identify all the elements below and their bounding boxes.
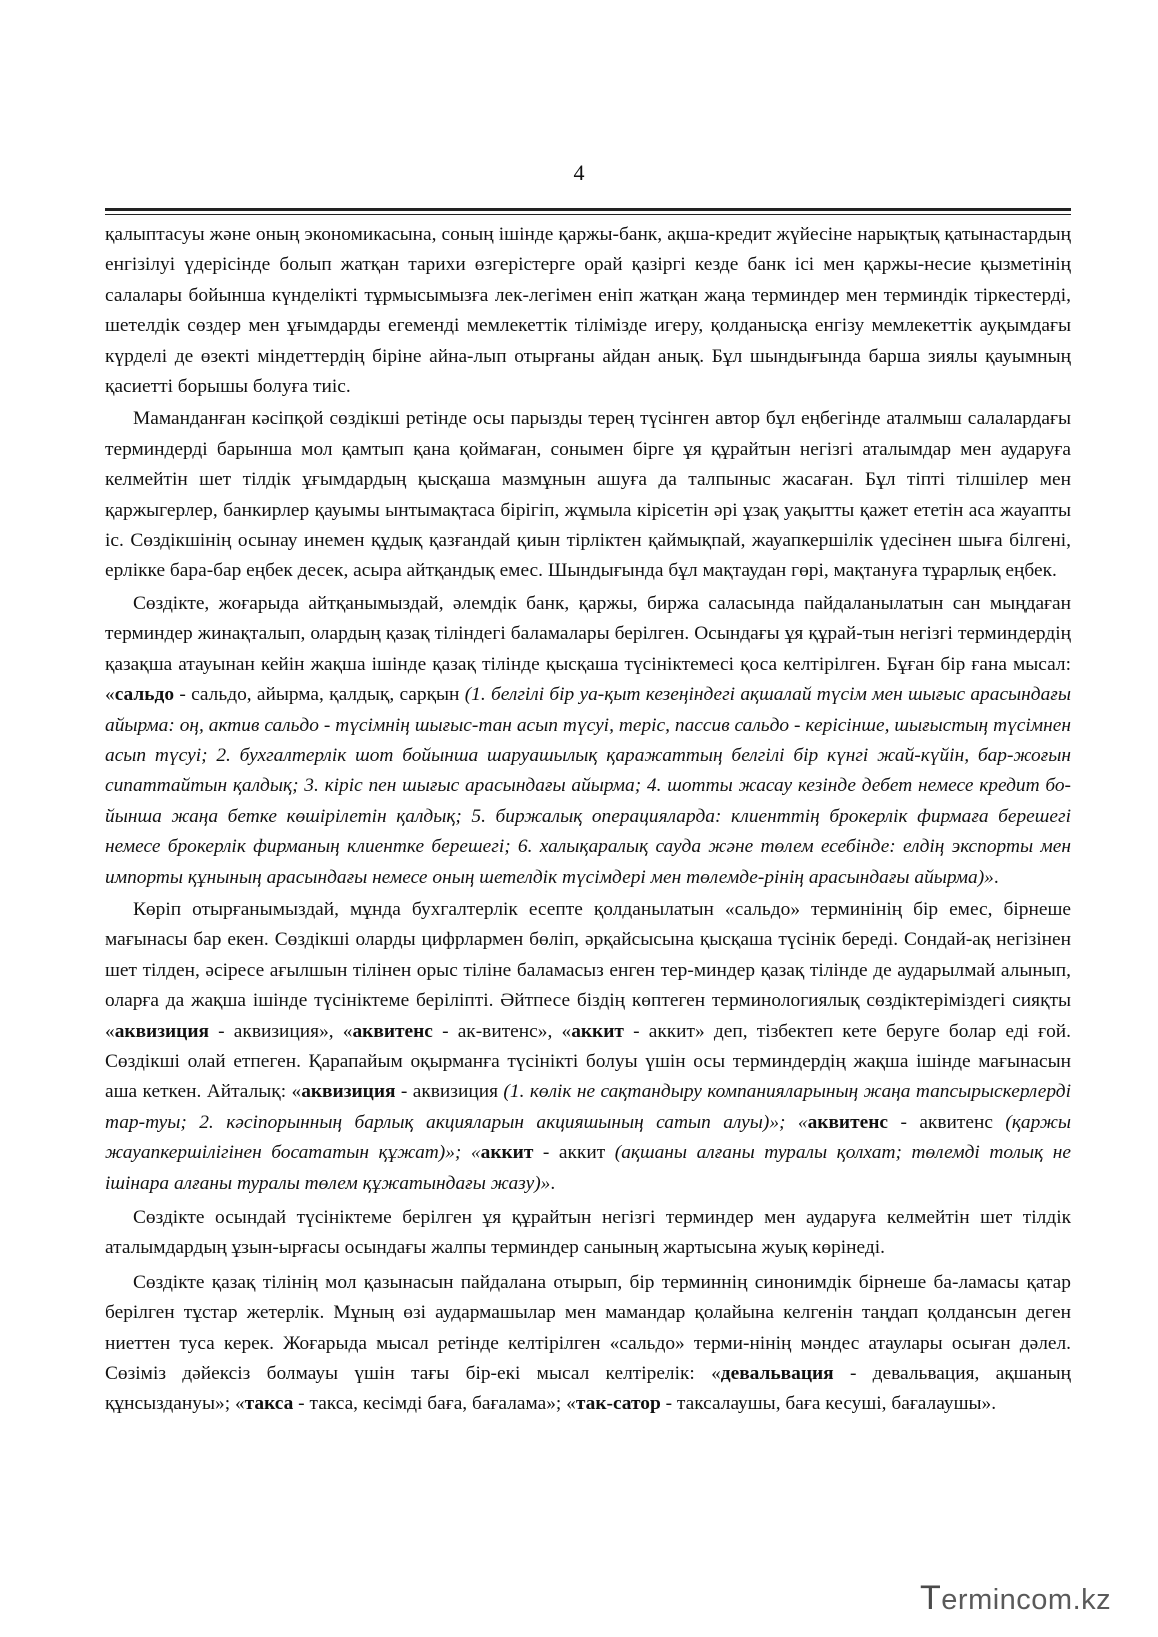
text-run: - аккит [533,1142,615,1164]
paragraph [105,220,1071,402]
text-run: - девальвация, ақшаның құнсыздануы»; « [105,1363,1072,1415]
text-run: - таксалаушы, баға кесуші, бағалаушы». [660,1393,997,1415]
text-run: - сальдо, айырма, қалдық, сарқын [174,684,465,706]
text-run: Сөздікте осындай түсініктеме берілген ұя құрайтын негізгі терминдер мен аударуға келмейтін шет тілдік аталымдардың ұзын-ырғасы осындағы жалпы терминдер санының жартысына жуық көрінеді. [105,1207,1071,1259]
paragraph [105,895,1071,1199]
header-rule-thin [105,214,1071,215]
text-run: - ак-витенс», « [432,1020,572,1042]
bold-term: такса [244,1393,294,1415]
text-run: - аквизиция», « [209,1020,353,1042]
page-number: 4 [573,160,585,185]
site-watermark [920,1573,1130,1625]
paragraph [105,1268,1071,1420]
bold-term: аквизиция [301,1081,396,1103]
bold-term: аквизиция [114,1020,210,1042]
text-run: . [993,866,999,888]
body-text [105,220,1071,1420]
watermark-logo: Termincom.kz [920,1579,1112,1617]
text-run: қалыптасуы және оның экономикасына, соның ішінде қаржы-банк, ақша-кредит жүйесіне нарықтық қатынастардың енгізілуі үдерісінде болып жатқан тарихи өзгерістерге орай қазіргі кезде банк ісі мен қаржы-несие қызметінің салалары бойынша күнделікті тұрмысымызға лек-легімен еніп жатқан жаңа терминдер мен терминдік тіркестерді, шетелдік сөздер мен ұғымдарды егеменді мемлекеттік тілімізде игеру, қолданысқа енгізу мемлекеттік ауқымдағы күрделі де өзекті міндеттердің біріне айна-лып отырғаны айдан анық. Бұл шындығында барша зиялы қауымның қасиетті борышы болуға тиіс. [105,224,1071,398]
text-run: Көріп отырғанымыздай, мұнда бухгалтерлік есепте қолданылатын «сальдо» терминінің бір емес, бірнеше мағынасы бар екен. Сөздікші оларды цифрлармен бөліп, әрқайсысына қысқаша түсінік береді. Сондай-ақ негізінен шет тілден, әсіресе ағылшын тілінен орыс тіліне баламасыз енген тер-миндер қазақ тілінде де аударылмай алынып, оларға да жақша ішінде түсініктеме беріліпті. Әйтпесе біздің көптеген терминологиялық сөздіктеріміздегі сияқты « [105,898,1071,1042]
header-rule-thick [105,208,1071,211]
italic-definition: (ақшаны алғаны туралы қолхат; төлемді толық не ішінара алғаны туралы төлем құжатындағы жазу)» [105,1142,1071,1194]
text-run: - аккит» деп, тізбектеп кете беруге болар еді ғой. Сөздікші олай етпеген. Қарапайым оқырманға түсінікті болуы үшін осы терминдердің жақша ішінде мағынасын аша кеткен. Айталық: « [105,1020,1071,1103]
bold-term: так-сатор [575,1393,661,1415]
text-run: Маманданған кәсіпқой сөздікші ретінде осы парызды терең түсінген автор бұл еңбегінде аталмыш салалардағы терминдерді барынша мол қамтып қана қоймаған, сонымен бірге ұя құрайтын негізгі аталымдар мен аударуға келмейтін шет тілдік ұғымдардың қысқаша мазмұнын ашуға да талпыныс жасаған. Бұл тіпті тілшілер мен қаржыгерлер, банкирлер қауымы ынтымақтаса бірігіп, жұмыла кірісетін әрі ұзақ уақытты қажет ететін аса жауапты іс. Сөздікшінің осынау инемен құдық қазғандай қиын тірліктен қаймықпай, жауапкершілік үдесінен шыға білгені, ерлікке бара-бар еңбек десек, асыра айтқандық емес. Шындығында бұл мақтаудан гөрі, мақтануға тұрарлық еңбек. [105,408,1071,582]
text-run: - аквитенс [888,1111,1006,1133]
bold-term: аквитенс [352,1020,433,1042]
italic-definition: (1. көлік не сақтандыру компанияларының жаңа тапсырыскерлерді тар-туы; 2. кәсіпорынның барлық акцияларын акцияшының сатып алуы)»; « [105,1081,1071,1133]
text-run: Сөздікте қазақ тілінің мол қазынасын пайдалана отырып, бір терминнің синонимдік бірнеше ба-ламасы қатар берілген тұстар жетерлік. Мұның өзі аудармашылар мен мамандар қолайына келгенін таңдап қолдансын деген ниеттен туса керек. Жоғарыда мысал ретінде келтірілген «сальдо» терми-нінің мәндес атаулары осыған дәлел. Сөзіміз дәйексіз болмауы үшін тағы бір-екі мысал келтірелік: « [105,1271,1071,1385]
bold-term: аккит [571,1020,624,1042]
text-run: . [550,1172,556,1194]
text-run: Сөздікте, жоғарыда айтқанымыздай, әлемдік банк, қаржы, биржа саласында пайдаланылатын сан мыңдаған терминдер жинақталып, олардың қазақ тіліндегі баламалары берілген. Осындағы ұя құрай-тын негізгі терминдердің қазақша атауынан кейін жақша ішінде қазақ тілінде қысқаша түсініктемесі қоса келтірілген. Бұған бір ғана мысал: « [105,592,1071,706]
bold-term: аквитенс [807,1111,889,1133]
text-run: - аквизиция [395,1081,504,1103]
text-run: - такса, кесімді баға, бағалама»; « [293,1393,576,1415]
paragraph [105,404,1071,586]
paragraph [105,589,1071,893]
bold-term: аккит [480,1142,534,1164]
italic-definition: (1. белгілі бір уа-қыт кезеңіндегі ақшалай түсім мен шығыс арасындағы айырма: оң, актив сальдо - түсімнің шығыс-тан асып түсуі, теріс, пассив сальдо - керісінше, шығыстың түсімнен асып түсуі; 2. бухгалтерлік шот бойынша шаруашылық қаражаттың белгілі бір күнгі жай-күйін, бар-жоғын сипаттайтын қалдық; 3. кіріс пен шығыс арасындағы айырма; 4. шотты жасау кезінде дебет немесе кредит бо-йынша жаңа бетке көшірілетін қалдық; 5. биржалық операцияларда: клиенттің брокерлік фирмаға берешегі немесе брокерлік фирманың клиентке берешегі; 6. халықаралық сауда және төлем есебінде: елдің экспорты мен импорты құнының арасындағы немесе оның шетелдік түсімдері мен төлемде-рінің арасындағы айырма)» [105,684,1071,888]
bold-term: девальвация [720,1363,834,1385]
italic-definition: (қаржы жауапкершілігінен босататын құжат)»; « [105,1111,1071,1164]
bold-term: сальдо [114,684,175,706]
paragraph [105,1203,1071,1264]
